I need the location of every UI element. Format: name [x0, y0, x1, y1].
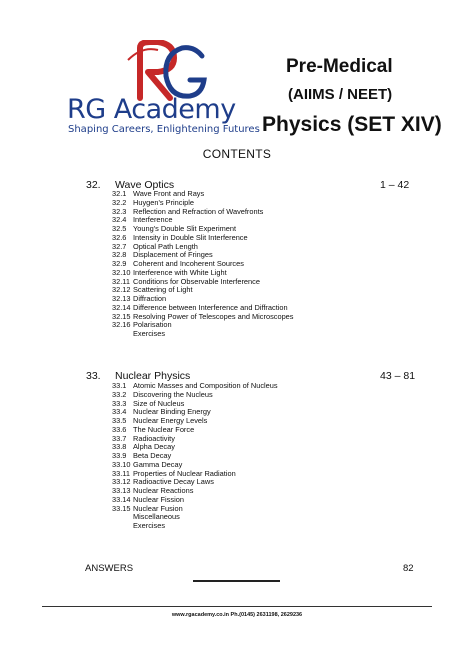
- topic-title: Interference with White Light: [133, 267, 227, 277]
- topic-item: [112, 330, 294, 339]
- topic-title: Alpha Decay: [133, 442, 175, 452]
- title-line-1: Pre-Medical: [286, 56, 393, 77]
- chapter-pages: 43 – 81: [380, 370, 416, 382]
- topic-title: Resolving Power of Telescopes and Microscopes: [133, 311, 294, 321]
- topic-title: Displacement of Fringes: [133, 250, 213, 260]
- topic-number: 33.3: [112, 398, 127, 408]
- topic-number: 32.7: [112, 241, 127, 251]
- contents-heading: CONTENTS: [202, 147, 272, 161]
- topic-list: [112, 382, 278, 531]
- rg-logo-mark-icon: [98, 40, 208, 102]
- topic-title: Polarisation: [133, 320, 172, 330]
- topic-title: Diffraction: [133, 294, 167, 303]
- topic-number: 32.12: [112, 285, 131, 295]
- topic-title: Nuclear Fusion: [133, 503, 183, 513]
- topic-number: 32.15: [112, 311, 131, 321]
- topic-number: 33.11: [112, 468, 130, 478]
- topic-title: Miscellaneous: [133, 512, 180, 522]
- topic-title: Nuclear Energy Levels: [133, 416, 208, 425]
- topic-title: Conditions for Observable Interference: [133, 276, 260, 286]
- title-line-2: (AIIMS / NEET): [288, 86, 393, 103]
- topic-number: 32.14: [112, 302, 131, 312]
- topic-number: 33.10: [112, 459, 131, 469]
- topic-list: [112, 190, 294, 339]
- topic-title: Atomic Masses and Composition of Nucleus: [133, 381, 278, 390]
- topic-number: 32.16: [112, 320, 131, 330]
- topic-title: Radioactive Decay Laws: [133, 477, 214, 487]
- topic-title: Exercises: [133, 521, 166, 530]
- topic-number: 32.2: [112, 197, 127, 207]
- topic-title: Interference: [133, 215, 173, 225]
- topic-title: Nuclear Reactions: [133, 486, 194, 495]
- topic-number: 33.7: [112, 433, 127, 443]
- topic-number: 32.8: [112, 250, 127, 260]
- topic-number: 33.13: [112, 486, 131, 495]
- topic-title: Properties of Nuclear Radiation: [133, 468, 236, 478]
- topic-title: Coherent and Incoherent Sources: [133, 259, 244, 268]
- topic-title: Exercises: [133, 329, 166, 338]
- topic-number: 33.8: [112, 442, 127, 452]
- topic-title: Young's Double Slit Experiment: [133, 224, 237, 233]
- brand-tagline: Shaping Careers, Enlightening Futures: [68, 124, 260, 135]
- topic-number: 33.2: [112, 389, 127, 399]
- topic-number: 32.6: [112, 232, 127, 242]
- topic-number: 33.5: [112, 416, 127, 425]
- topic-number: 32.3: [112, 206, 127, 216]
- chapter-title: Nuclear Physics: [115, 370, 191, 382]
- topic-title: Reflection and Refraction of Wavefronts: [133, 206, 264, 216]
- topic-title: Scattering of Light: [133, 285, 193, 295]
- topic-number: 33.1: [112, 381, 127, 390]
- answers-page: 82: [403, 563, 414, 574]
- topic-title: Optical Path Length: [133, 241, 198, 251]
- topic-item: [112, 522, 278, 531]
- topic-number: 32.1: [112, 189, 127, 198]
- topic-number: 32.10: [112, 267, 131, 277]
- title-line-3: Physics (SET XIV): [262, 113, 442, 136]
- topic-title: Huygen's Principle: [133, 197, 194, 207]
- separator-bar: [193, 580, 280, 582]
- topic-title: The Nuclear Force: [133, 424, 195, 434]
- topic-number: 33.12: [112, 477, 131, 487]
- topic-title: Beta Decay: [133, 451, 172, 460]
- topic-number: 32.4: [112, 215, 127, 225]
- topic-number: 33.4: [112, 407, 127, 417]
- topic-number: 33.6: [112, 424, 127, 434]
- topic-title: Discovering the Nucleus: [133, 389, 213, 399]
- chapter-title: Wave Optics: [115, 179, 175, 191]
- footer-contact: www.rgacademy.co.in Ph.(0145) 2631198, 2629236: [171, 612, 303, 618]
- topic-title: Intensity in Double Slit Interference: [133, 232, 248, 242]
- footer-rule: [42, 606, 432, 607]
- topic-number: 33.15: [112, 503, 131, 513]
- topic-number: 32.13: [112, 294, 131, 303]
- brand-name: RG Academy: [67, 94, 236, 125]
- topic-number: 32.9: [112, 259, 127, 268]
- answers-label: ANSWERS: [85, 563, 134, 574]
- topic-title: Nuclear Binding Energy: [133, 407, 211, 417]
- topic-title: Radioactivity: [133, 433, 175, 443]
- chapter-pages: 1 – 42: [380, 179, 410, 191]
- topic-title: Size of Nucleus: [133, 398, 185, 408]
- chapter-number: 33.: [86, 370, 101, 382]
- topic-number: 33.14: [112, 494, 131, 504]
- topic-title: Wave Front and Rays: [133, 189, 205, 198]
- topic-title: Difference between Interference and Diffraction: [133, 302, 288, 312]
- chapter-number: 32.: [86, 179, 101, 191]
- topic-title: Nuclear Fission: [133, 494, 184, 504]
- topic-number: 32.5: [112, 224, 127, 233]
- topic-number: 33.9: [112, 451, 127, 460]
- topic-number: 32.11: [112, 276, 130, 286]
- topic-title: Gamma Decay: [133, 459, 183, 469]
